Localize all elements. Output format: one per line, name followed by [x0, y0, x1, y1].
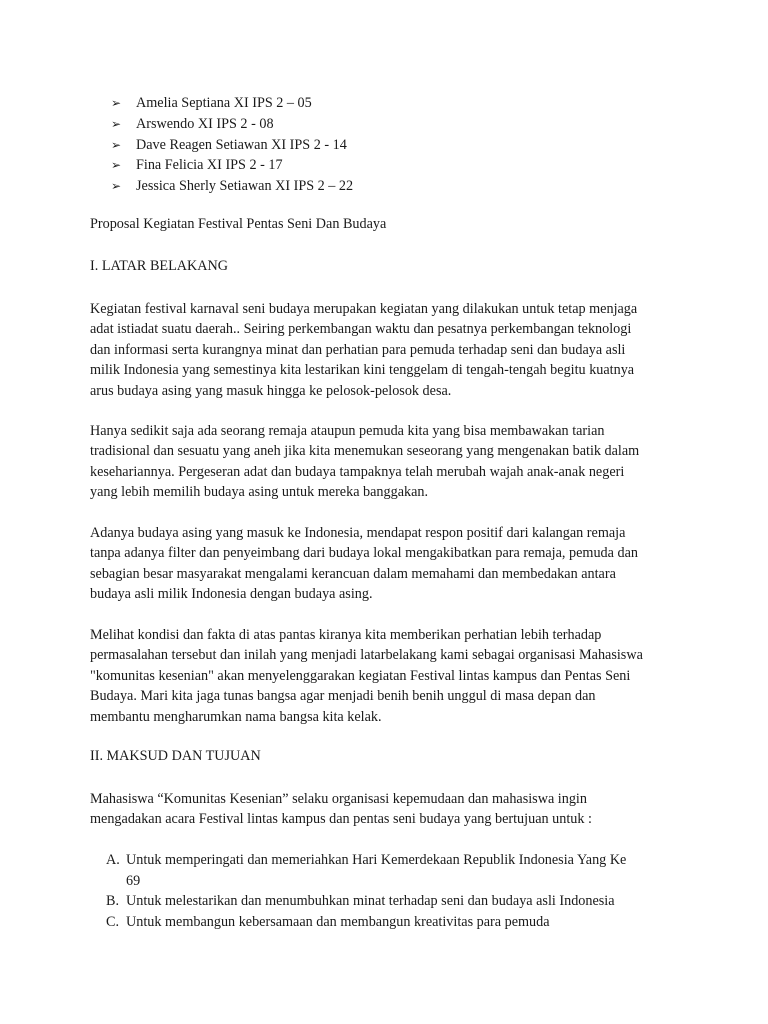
paragraph-line: Adanya budaya asing yang masuk ke Indonesia, mendapat respon positif dari kalangan remaja	[90, 525, 626, 541]
paragraph-line: Hanya sedikit saja ada seorang remaja ataupun pemuda kita yang bisa membawakan tarian	[90, 423, 605, 439]
section-heading-goals: II. MAKSUD DAN TUJUAN	[90, 748, 261, 764]
member-name: Fina Felicia XI IPS 2 - 17	[136, 157, 283, 174]
goals-intro	[90, 789, 690, 830]
paragraph-line: dan informasi serta kurangnya minat dan perhatian para pemuda terhadap seni dan budaya asli	[90, 341, 626, 358]
arrow-bullet-icon: ➢	[111, 96, 122, 110]
paragraph-line: Mahasiswa “Komunitas Kesenian” selaku organisasi kepemudaan dan mahasiswa ingin	[90, 791, 587, 807]
paragraph-line: "komunitas kesenian" akan menyelenggarakan kegiatan Festival lintas kampus dan Pentas Seni	[90, 667, 631, 684]
member-item	[111, 114, 353, 135]
paragraph	[90, 625, 690, 727]
member-name: Amelia Septiana XI IPS 2 – 05	[136, 95, 312, 111]
paragraph-line: Budaya. Mari kita jaga tunas bangsa agar menjadi benih benih unggul di masa depan dan	[90, 688, 596, 705]
arrow-bullet-icon: ➢	[111, 116, 122, 131]
goal-item	[106, 912, 686, 933]
member-name: Arswendo XI IPS 2 - 08	[136, 115, 274, 132]
arrow-bullet-icon: ➢	[111, 158, 122, 173]
goals-list	[106, 850, 686, 932]
goal-text	[126, 912, 550, 933]
paragraph-line: membantu mengharumkan nama bangsa kita kelak.	[90, 708, 382, 725]
member-item	[111, 155, 353, 176]
paragraph	[90, 523, 690, 605]
member-name: Jessica Sherly Setiawan XI IPS 2 – 22	[136, 178, 354, 195]
paragraph-line: mengadakan acara Festival lintas kampus dan pentas seni budaya yang bertujuan untuk :	[90, 811, 592, 828]
paragraph-line: adat istiadat suatu daerah.. Seiring perkembangan waktu dan pesatnya perkembangan teknologi	[90, 321, 632, 338]
paragraph-line: arus budaya asing yang masuk hingga ke pelosok-pelosok desa.	[90, 382, 452, 399]
member-item	[111, 176, 353, 197]
paragraph-line: permasalahan tersebut dan inilah yang menjadi latarbelakang kami sebagai organisasi Mahasiswa	[90, 647, 643, 664]
goal-marker: C.	[106, 913, 120, 930]
paragraph-line: budaya asli milik Indonesia dengan budaya asing.	[90, 586, 373, 603]
section-heading-background: I. LATAR BELAKANG	[90, 258, 228, 274]
goal-line: Untuk melestarikan dan menumbuhkan minat terhadap seni dan budaya asli Indonesia	[126, 893, 615, 909]
document-title: Proposal Kegiatan Festival Pentas Seni Dan Budaya	[90, 216, 387, 232]
member-item	[111, 135, 353, 156]
paragraph-line: yang lebih memilih budaya asing untuk mereka banggakan.	[90, 484, 429, 501]
paragraph-line: kesehariannya. Pergeseran adat dan budaya tampaknya telah merubah wajah anak-anak negeri	[90, 463, 625, 480]
goal-item	[106, 850, 686, 891]
goal-text	[126, 850, 626, 891]
paragraph-line: tradisional dan sesuatu yang aneh jika kita menemukan seseorang yang mengenakan batik dalam	[90, 443, 640, 460]
arrow-bullet-icon: ➢	[111, 179, 122, 194]
member-name: Dave Reagen Setiawan XI IPS 2 - 14	[136, 136, 347, 153]
paragraph-line: Melihat kondisi dan fakta di atas pantas kiranya kita memberikan perhatian lebih terhadap	[90, 627, 602, 643]
goal-item	[106, 891, 686, 912]
goal-marker: B.	[106, 893, 120, 909]
member-list	[111, 93, 353, 197]
paragraph	[90, 299, 690, 401]
goal-line: Untuk memperingati dan memeriahkan Hari Kemerdekaan Republik Indonesia Yang Ke	[126, 852, 627, 868]
paragraph-line: Kegiatan festival karnaval seni budaya merupakan kegiatan yang dilakukan untuk tetap menjaga	[90, 301, 638, 317]
member-item	[111, 93, 353, 114]
goal-line: 69	[126, 872, 141, 889]
paragraph-line: tanpa adanya filter dan penyeimbang dari budaya lokal mengakibatkan para remaja, pemuda dan	[90, 545, 638, 562]
paragraph	[90, 421, 690, 503]
goal-text	[126, 891, 615, 912]
paragraph-line: milik Indonesia yang semestinya kita lestarikan kini tenggelam di tengah-tengah begitu kuatnya	[90, 362, 635, 379]
paragraph-line: sebagian besar masyarakat mengalami kerancuan dalam memahami dan membedakan antara	[90, 565, 616, 582]
arrow-bullet-icon: ➢	[111, 137, 122, 152]
goal-line: Untuk membangun kebersamaan dan membangun kreativitas para pemuda	[126, 913, 550, 930]
goal-marker: A.	[106, 852, 120, 868]
